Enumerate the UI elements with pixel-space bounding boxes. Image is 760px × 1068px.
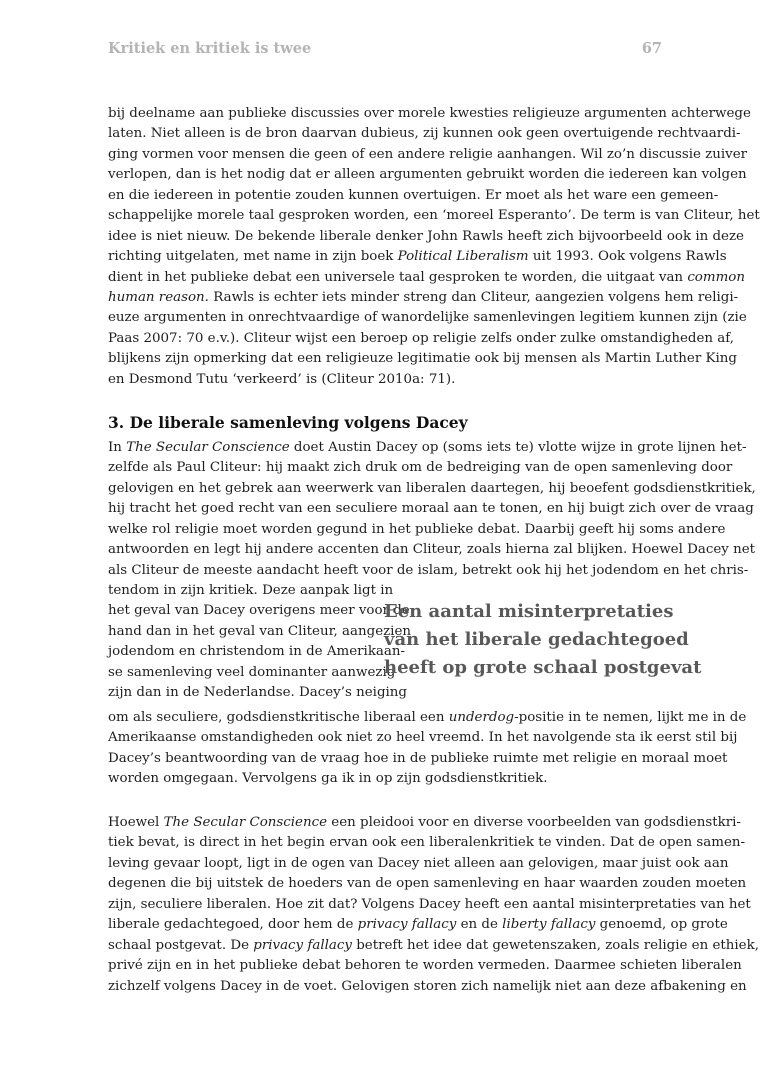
text-line: se samenleving veel dominanter aanwezig: [108, 664, 396, 680]
text-line: Amerikaanse omstandigheden ook niet zo heel vreemd. In het navolgende sta ik eerst stil bij: [108, 730, 738, 746]
pull-quote-line: van het liberale gedachtegoed: [384, 629, 689, 650]
paragraph-2-continued: [108, 708, 747, 790]
paragraph-2: [108, 438, 756, 581]
text-line: verlopen, dan is het nodig dat er alleen argumenten gebruikt worden die iedereen kan volgen: [108, 167, 747, 183]
text-line: schappelijke morele taal gesproken worden, een ‘moreel Esperanto’. De term is van Cliteur, het: [108, 208, 760, 224]
text-line: worden omgegaan. Vervolgens ga ik in op zijn godsdienstkritiek.: [108, 771, 548, 787]
text-line: laten. Niet alleen is de bron daarvan dubieus, zij kunnen ook geen overtuigende rechtvaardi-: [108, 126, 741, 142]
text-line: privé zijn en in het publieke debat behoren te worden vermeden. Daarmee schieten liberalen: [108, 958, 742, 974]
text-line: degenen die bij uitstek de hoeders van de open samenleving en haar waarden zouden moeten: [108, 876, 747, 892]
text-line: en die iedereen in potentie zouden kunnen overtuigen. Er moet als het ware een gemeen-: [108, 187, 719, 203]
text-line: welke rol religie moet worden gegund in het publieke debat. Daarbij geeft hij soms andere: [108, 521, 726, 537]
text-line: zichzelf volgens Dacey in de voet. Gelovigen storen zich namelijk niet aan deze afbakening en: [108, 978, 747, 994]
text-line: idee is niet nieuw. De bekende liberale denker John Rawls heeft zich bijvoorbeeld ook in deze: [108, 228, 744, 244]
text-line: antwoorden en legt hij andere accenten dan Cliteur, zoals hierna zal blijken. Hoewel Dacey net: [108, 542, 756, 558]
running-title: Kritiek en kritiek is twee: [108, 40, 312, 57]
section-heading: 3. De liberale samenleving volgens Dacey: [108, 413, 468, 432]
pull-quote-line: heeft op grote schaal postgevat: [384, 657, 702, 678]
text-line: blijkens zijn opmerking dat een religieuze legitimatie ook bij mensen als Martin Luther King: [108, 351, 737, 367]
text-line: ging vormen voor mensen die geen of een andere religie aanhangen. Wil zo’n discussie zuiver: [108, 146, 748, 162]
text-line: euze argumenten in onrechtvaardige of wanordelijke samenlevingen legitiem kunnen zijn (zie: [108, 310, 747, 326]
text-line: dient in het publieke debat een universele taal gesproken te worden, die uitgaat van common: [108, 269, 745, 285]
running-header: [108, 40, 662, 62]
text-line: zelfde als Paul Cliteur: hij maakt zich druk om de bedreiging van de open samenleving door: [108, 460, 733, 476]
text-line: Dacey’s beantwoording van de vraag hoe in de publieke ruimte met religie en moraal moet: [108, 750, 728, 766]
text-line: leving gevaar loopt, ligt in de ogen van Dacey niet alleen aan gelovigen, maar juist ook aan: [108, 855, 729, 871]
text-line: zijn dan in de Nederlandse. Dacey’s neiging: [108, 685, 408, 701]
text-line: gelovigen en het gebrek aan weerwerk van liberalen daartegen, hij beoefent godsdienstkritiek,: [108, 480, 756, 496]
text-line: het geval van Dacey overigens meer voor de: [108, 603, 410, 619]
text-line: tiek bevat, is direct in het begin ervan ook een liberalenkritiek te vinden. Dat de open samen-: [108, 835, 746, 851]
text-line: zijn, seculiere liberalen. Hoe zit dat? Volgens Dacey heeft een aantal misinterpretaties van het: [108, 896, 751, 912]
text-line: om als seculiere, godsdienstkritische liberaal een underdog-positie in te nemen, lijkt me in de: [108, 710, 747, 725]
text-line: tendom in zijn kritiek. Deze aanpak ligt in: [108, 583, 394, 598]
text-line: Paas 2007: 70 e.v.). Cliteur wijst een beroep op religie zelfs onder zulke omstandigheden af,: [108, 330, 734, 346]
text-line: en Desmond Tutu ‘verkeerd’ is (Cliteur 2010a: 71).: [108, 371, 456, 387]
text-line: hij tracht het goed recht van een seculiere moraal aan te tonen, en hij buigt zich over de vraag: [108, 501, 754, 517]
text-line: Hoewel The Secular Conscience een pleidooi voor en diverse voorbeelden van godsdienstkri-: [108, 815, 741, 830]
text-line: schaal postgevat. De privacy fallacy betreft het idee dat gewetenszaken, zoals religie en ethiek,: [108, 937, 759, 953]
text-line: als Cliteur de meeste aandacht heeft voor de islam, betrekt ook hij het jodendom en het chris-: [108, 562, 749, 578]
paragraph-1: [108, 104, 760, 390]
pull-quote: [384, 598, 702, 682]
text-line: In The Secular Conscience doet Austin Dacey op (soms iets te) vlotte wijze in grote lijnen het-: [108, 440, 747, 455]
text-line: jodendom en christendom in de Amerikaan-: [108, 644, 406, 660]
page-number: 67: [641, 40, 662, 57]
text-line: bij deelname aan publieke discussies over morele kwesties religieuze argumenten achterwege: [108, 106, 751, 121]
text-line: hand dan in het geval van Cliteur, aangezien: [108, 623, 412, 639]
text-line: human reason. Rawls is echter iets minder streng dan Cliteur, aangezien volgens hem religi-: [108, 289, 739, 305]
paragraph-3: [108, 813, 759, 997]
text-line: richting uitgelaten, met name in zijn boek Political Liberalism uit 1993. Ook volgens Rawls: [108, 249, 727, 265]
pull-quote-line: Een aantal misinterpretaties: [384, 601, 674, 622]
text-line: liberale gedachtegoed, door hem de privacy fallacy en de liberty fallacy genoemd, op grote: [108, 917, 728, 933]
